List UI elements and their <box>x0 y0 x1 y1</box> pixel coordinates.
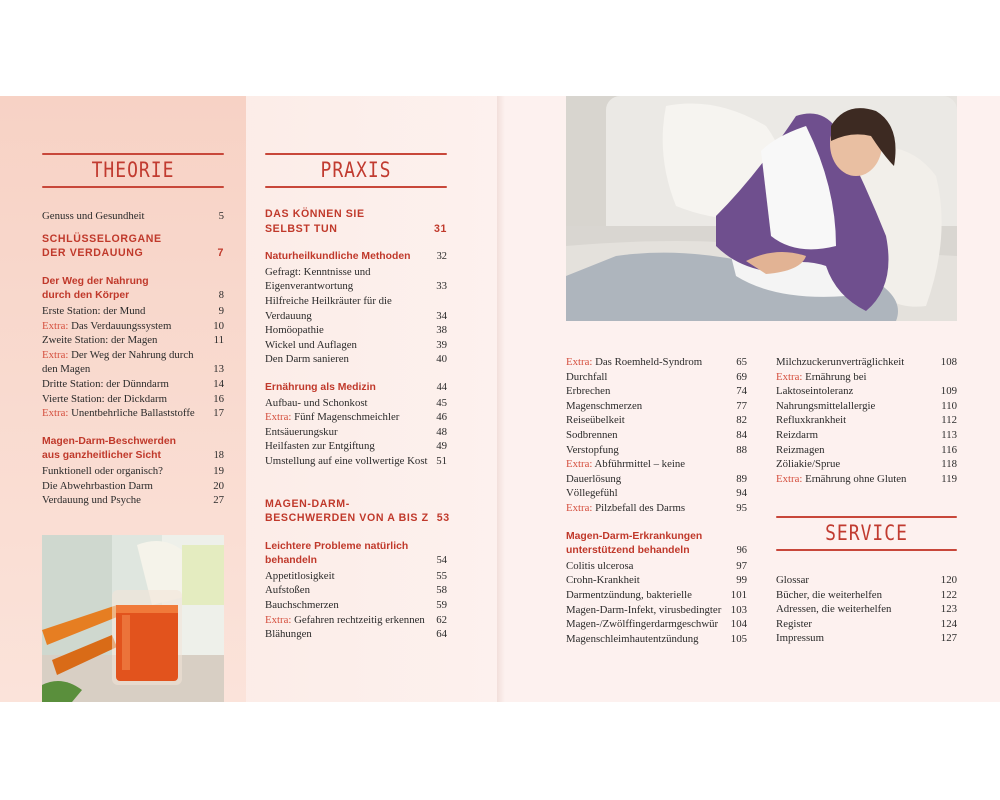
toc-entry[interactable]: Dauerlösung 89 <box>566 472 747 485</box>
toc-entry[interactable]: Funktionell oder organisch? 19 <box>42 464 224 477</box>
toc-entry[interactable]: Reiseübelkeit 82 <box>566 414 747 427</box>
toc-entry[interactable]: Völlegefühl 94 <box>566 487 747 500</box>
toc-entry[interactable]: Nahrungsmittelallergie 110 <box>776 399 957 412</box>
toc-entry[interactable]: Reizmagen 116 <box>776 443 957 456</box>
service-heading <box>776 516 957 551</box>
toc-entry[interactable]: Extra: Gefahren rechtzeitig erkennen 62 <box>265 613 447 626</box>
toc-entry[interactable]: Extra: Pilzbefall des Darms 95 <box>566 501 747 514</box>
toc-praxis-column <box>265 207 450 642</box>
toc-entry[interactable]: Reizdarm 113 <box>776 428 957 441</box>
toc-chapter[interactable]: SCHLÜSSELORGANE <box>42 232 162 245</box>
toc-entry[interactable]: Refluxkrankheit 112 <box>776 414 957 427</box>
praxis-heading <box>265 153 447 188</box>
toc-entry[interactable]: Extra: Das Verdauungssystem 10 <box>42 319 224 332</box>
toc-entry[interactable]: Gefragt: Kenntnisse und <box>265 265 371 278</box>
toc-chapter[interactable]: SELBST TUN 31 <box>265 222 447 235</box>
toc-entry[interactable]: Aufbau- und Schonkost 45 <box>265 396 447 409</box>
toc-entry[interactable]: Glossar 120 <box>776 574 957 586</box>
toc-entry[interactable]: Blähungen 64 <box>265 628 447 641</box>
toc-section[interactable]: unterstützend behandeln 96 <box>566 545 747 557</box>
toc-entry[interactable]: Heilfasten zur Entgiftung 49 <box>265 440 447 453</box>
toc-section[interactable]: aus ganzheitlicher Sicht 18 <box>42 450 224 462</box>
toc-entry[interactable]: Umstellung auf eine vollwertige Kost 51 <box>265 454 447 467</box>
toc-entry[interactable]: Verdauung 34 <box>265 309 447 322</box>
toc-entry[interactable]: Sodbrennen 84 <box>566 428 747 441</box>
toc-entry[interactable]: Homöopathie 38 <box>265 324 447 337</box>
toc-entry[interactable]: Wickel und Auflagen 39 <box>265 338 447 351</box>
toc-entry[interactable]: Zweite Station: der Magen 11 <box>42 334 224 347</box>
toc-entry[interactable]: Darmentzündung, bakterielle 101 <box>566 588 747 601</box>
toc-service-column <box>776 573 957 646</box>
toc-entry[interactable]: Extra: Abführmittel – keine <box>566 458 686 471</box>
toc-entry[interactable]: Extra: Das Roemheld-Syndrom 65 <box>566 356 747 368</box>
book-gutter <box>497 96 505 702</box>
toc-entry[interactable]: Extra: Der Weg der Nahrung durch <box>42 348 194 361</box>
toc-entry[interactable]: Dritte Station: der Dünndarm 14 <box>42 377 224 390</box>
toc-entry[interactable]: Den Darm sanieren 40 <box>265 353 447 366</box>
woman-on-sofa-photo <box>566 96 957 321</box>
toc-section[interactable]: Magen-Darm-Erkrankungen <box>566 530 703 542</box>
toc-entry[interactable]: Erbrechen 74 <box>566 385 747 398</box>
toc-entry[interactable]: Vierte Station: der Dickdarm 16 <box>42 392 224 405</box>
toc-section[interactable]: Magen-Darm-Beschwerden <box>42 435 176 447</box>
toc-entry[interactable]: Crohn-Krankheit 99 <box>566 574 747 587</box>
toc-entry[interactable]: Magen-Darm-Infekt, virusbedingter 103 <box>566 603 747 616</box>
toc-entry[interactable]: Magen-/Zwölffingerdarmgeschwür 104 <box>566 618 747 631</box>
toc-entry[interactable]: Laktoseintoleranz 109 <box>776 385 957 398</box>
toc-entry[interactable]: Eigenverantwortung 33 <box>265 280 447 293</box>
toc-entry[interactable]: Bücher, die weiterhelfen 122 <box>776 588 957 601</box>
praxis-title: PRAXIS <box>320 157 392 184</box>
toc-entry[interactable]: Extra: Fünf Magenschmeichler 46 <box>265 411 447 424</box>
carrot-juice-photo <box>42 535 224 702</box>
toc-section[interactable]: Naturheilkundliche Methoden 32 <box>265 251 447 263</box>
toc-section[interactable]: Der Weg der Nahrung <box>42 275 149 287</box>
toc-entry[interactable]: Entsäuerungskur 48 <box>265 425 447 438</box>
toc-entry[interactable]: Extra: Ernährung ohne Gluten 119 <box>776 472 957 485</box>
woman-on-sofa-illustration <box>566 96 957 321</box>
toc-entry[interactable]: den Magen 13 <box>42 363 224 376</box>
toc-chapter[interactable]: BESCHWERDEN VON A BIS Z 53 <box>265 512 450 525</box>
service-title: SERVICE <box>825 520 908 547</box>
toc-entry[interactable]: Aufstoßen 58 <box>265 584 447 597</box>
toc-entry[interactable]: Magenschmerzen 77 <box>566 399 747 412</box>
toc-entry[interactable]: Impressum 127 <box>776 632 957 645</box>
toc-section[interactable]: behandeln 54 <box>265 555 447 567</box>
toc-entry[interactable]: Magenschleimhautentzündung 105 <box>566 632 747 645</box>
theorie-heading <box>42 153 224 188</box>
toc-entry[interactable]: Hilfreiche Heilkräuter für die <box>265 294 392 307</box>
toc-section[interactable]: Leichtere Probleme natürlich <box>265 540 409 552</box>
toc-entry[interactable]: Erste Station: der Mund 9 <box>42 304 224 317</box>
toc-chapter[interactable]: DER VERDAUUNG 7 <box>42 247 224 260</box>
toc-section[interactable]: durch den Körper 8 <box>42 290 224 302</box>
toc-chapter[interactable]: MAGEN-DARM- <box>265 497 350 510</box>
toc-section[interactable]: Ernährung als Medizin 44 <box>265 381 447 393</box>
theorie-title: THEORIE <box>91 157 175 184</box>
toc-entry[interactable]: Appetitlosigkeit 55 <box>265 569 447 582</box>
toc-entry[interactable]: Durchfall 69 <box>566 370 747 383</box>
toc-column-4 <box>776 355 957 486</box>
toc-entry[interactable]: Verstopfung 88 <box>566 443 747 456</box>
toc-entry[interactable]: Extra: Unentbehrliche Ballaststoffe 17 <box>42 407 224 420</box>
toc-entry[interactable]: Die Abwehrbastion Darm 20 <box>42 479 224 492</box>
toc-entry[interactable]: Register 124 <box>776 617 957 630</box>
toc-entry[interactable]: Milchzuckerunverträglichkeit 108 <box>776 356 957 368</box>
carrot-juice-illustration <box>42 535 224 702</box>
toc-entry[interactable]: Extra: Ernährung bei <box>776 370 867 383</box>
toc-theorie-column <box>42 209 224 508</box>
toc-entry[interactable]: Genuss und Gesundheit 5 <box>42 210 224 222</box>
toc-chapter[interactable]: DAS KÖNNEN SIE <box>265 208 365 220</box>
toc-column-3 <box>566 355 747 646</box>
toc-entry[interactable]: Zöliakie/Sprue 118 <box>776 458 957 471</box>
toc-entry[interactable]: Adressen, die weiterhelfen 123 <box>776 603 957 616</box>
toc-entry[interactable]: Bauchschmerzen 59 <box>265 599 447 612</box>
toc-entry[interactable]: Colitis ulcerosa 97 <box>566 559 747 572</box>
toc-entry[interactable]: Verdauung und Psyche 27 <box>42 494 224 507</box>
